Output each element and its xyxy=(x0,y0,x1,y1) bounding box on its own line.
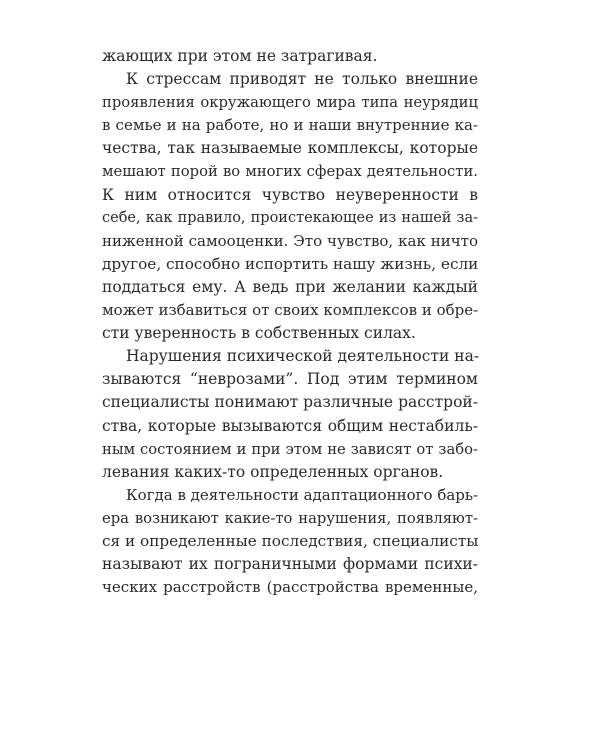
text-line: другое, способно испортить нашу жизнь, если xyxy=(102,254,479,273)
text-line: поддаться ему. А ведь при желании каждый xyxy=(102,277,478,296)
paragraph-first-line: Нарушения психической деятельности на- xyxy=(126,347,480,366)
body-text xyxy=(102,45,478,599)
text-line: ниженной самооценки. Это чувство, как ничто xyxy=(102,231,478,250)
text-line: мешают порой во многих сферах деятельности. xyxy=(102,163,478,181)
text-line: может избавиться от своих комплексов и обре- xyxy=(102,301,479,320)
text-line: ся и определенные последствия, специалисты xyxy=(102,531,479,550)
text-line: зываются “неврозами”. Под этим термином xyxy=(102,370,478,389)
text-line: в семье и на работе, но и наши внутренние ка- xyxy=(102,116,478,135)
text-line: проявления окружающего мира типа неурядиц xyxy=(102,94,478,112)
text-line: ера возникают какие-то нарушения, появляют- xyxy=(102,509,478,527)
text-line: жающих при этом не затрагивая. xyxy=(102,47,378,65)
text-line: ным состоянием и при этом не зависят от забо- xyxy=(102,440,478,458)
text-line: К ним относится чувство неуверенности в xyxy=(102,185,478,204)
text-line: сти уверенность в собственных силах. xyxy=(102,324,416,343)
text-line: левания каких-то определенных органов. xyxy=(102,462,444,481)
text-line: называют их пограничными формами психи- xyxy=(102,555,478,574)
paragraph-first-line: Когда в деятельности адаптационного барь- xyxy=(126,485,479,504)
paragraph-first-line: К стрессам приводят не только внешние xyxy=(126,70,478,89)
text-line: себе, как правило, проистекающее из нашей за- xyxy=(102,209,478,226)
text-line: ства, которые вызываются общим нестабиль- xyxy=(102,416,478,435)
text-line: ческих расстройств (расстройства временные, xyxy=(102,578,478,597)
text-line: специалисты понимают различные расстрой- xyxy=(102,393,478,412)
text-line: чества, так называемые комплексы, которые xyxy=(102,139,478,158)
